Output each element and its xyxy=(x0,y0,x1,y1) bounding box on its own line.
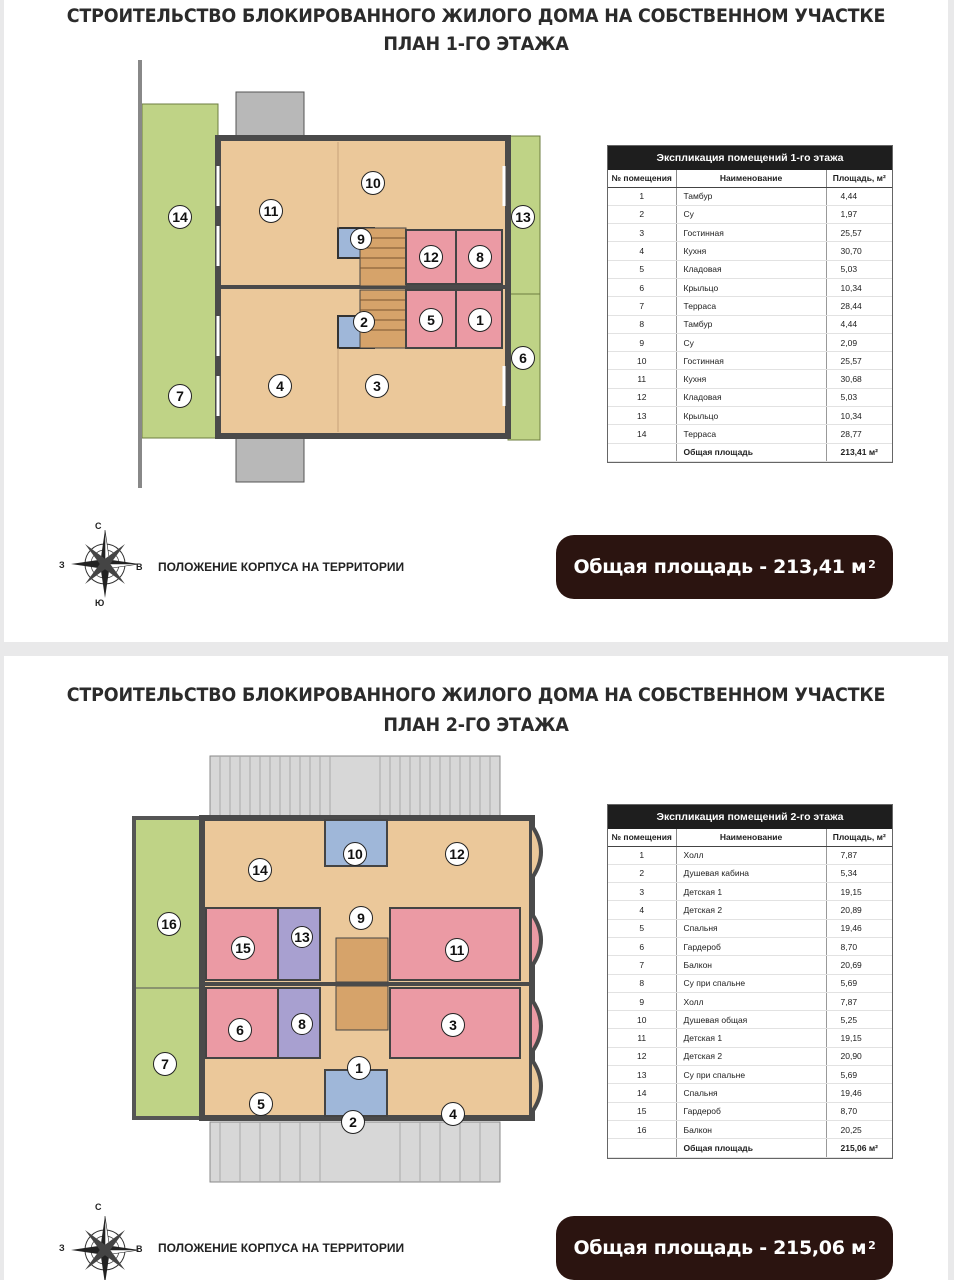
floor1-plan xyxy=(128,56,548,488)
table-row xyxy=(608,370,892,388)
floor2-panel xyxy=(4,656,948,1280)
table-row xyxy=(608,297,892,315)
table-cell-num: 16 xyxy=(608,1120,676,1138)
floor2-room-badge-11: 11 xyxy=(445,938,469,962)
table-cell-area: 2,09 xyxy=(826,333,892,351)
table-row xyxy=(608,242,892,260)
table-cell-name: Кухня xyxy=(676,370,826,388)
floor1-room-badge-5: 5 xyxy=(419,308,443,332)
table-row xyxy=(608,187,892,205)
floor1-room-badge-11: 11 xyxy=(259,199,283,223)
floor2-title-line2: ПЛАН 2-ГО ЭТАЖА xyxy=(383,714,569,736)
table-row xyxy=(608,315,892,333)
table-row xyxy=(608,883,892,901)
compass-east: В xyxy=(136,562,143,572)
table-cell-name: Балкон xyxy=(676,1120,826,1138)
compass-west: З xyxy=(59,560,65,570)
table-cell-area: 19,46 xyxy=(826,1084,892,1102)
table-cell-num: 1 xyxy=(608,846,676,864)
table-cell-area: 30,68 xyxy=(826,370,892,388)
table-cell-name: Гардероб xyxy=(676,1102,826,1120)
table-row xyxy=(608,388,892,406)
table-row xyxy=(608,1047,892,1065)
table-row xyxy=(608,846,892,864)
table-cell-empty xyxy=(608,1139,676,1157)
table-cell-num: 6 xyxy=(608,278,676,296)
table-cell-num: 9 xyxy=(608,333,676,351)
floor1-room-badge-4: 4 xyxy=(268,374,292,398)
table-row xyxy=(608,937,892,955)
table-row xyxy=(608,919,892,937)
compass-caption: ПОЛОЖЕНИЕ КОРПУСА НА ТЕРРИТОРИИ xyxy=(158,560,405,574)
table-cell-num: 3 xyxy=(608,224,676,242)
floor1-room-badge-8: 8 xyxy=(468,245,492,269)
table-cell-name: Кухня xyxy=(676,242,826,260)
table-cell-area: 20,25 xyxy=(826,1120,892,1138)
floor1-room-badge-10: 10 xyxy=(361,171,385,195)
floor1-total-area-pill xyxy=(556,535,893,599)
floor2-room-badge-14: 14 xyxy=(248,858,272,882)
table-cell-area: 19,15 xyxy=(826,1029,892,1047)
table-cell-area: 20,89 xyxy=(826,901,892,919)
table-cell-name: Балкон xyxy=(676,956,826,974)
table-cell-area: 4,44 xyxy=(826,315,892,333)
table-row xyxy=(608,974,892,992)
table-cell-name: Детская 2 xyxy=(676,1047,826,1065)
floor1-title-line1: СТРОИТЕЛЬСТВО БЛОКИРОВАННОГО ЖИЛОГО ДОМА НА СОБСТВЕННОМ УЧАСТКЕ xyxy=(66,5,886,27)
table-row xyxy=(608,407,892,425)
table-cell-area: 5,69 xyxy=(826,1066,892,1084)
table-cell-area: 4,44 xyxy=(826,187,892,205)
floor2-room-badge-10: 10 xyxy=(343,842,367,866)
table-cell-name: Детская 1 xyxy=(676,883,826,901)
floor2-room-badge-2: 2 xyxy=(341,1110,365,1134)
floor1-table-title: Экспликация помещений 1-го этажа xyxy=(608,146,892,170)
col-num-header: № помещения xyxy=(608,170,676,187)
col-name-header: Наименование xyxy=(676,170,826,187)
table-cell-name: Детская 2 xyxy=(676,901,826,919)
table-row xyxy=(608,333,892,351)
floor2-title-line1: СТРОИТЕЛЬСТВО БЛОКИРОВАННОГО ЖИЛОГО ДОМА НА СОБСТВЕННОМ УЧАСТКЕ xyxy=(66,684,886,706)
col-name-header: Наименование xyxy=(676,829,826,846)
table-cell-num: 14 xyxy=(608,425,676,443)
table-row xyxy=(608,1011,892,1029)
table-cell-num: 4 xyxy=(608,901,676,919)
table-cell-area: 5,25 xyxy=(826,1011,892,1029)
floor2-total-area-pill xyxy=(556,1216,893,1280)
table-cell-num: 15 xyxy=(608,1102,676,1120)
compass-rose-icon xyxy=(60,1204,150,1280)
table-row xyxy=(608,992,892,1010)
table-cell-area: 20,90 xyxy=(826,1047,892,1065)
table-cell-num: 8 xyxy=(608,315,676,333)
table-row xyxy=(608,352,892,370)
table-cell-area: 8,70 xyxy=(826,1102,892,1120)
table-cell-area: 28,44 xyxy=(826,297,892,315)
table-row xyxy=(608,205,892,223)
table-cell-name: Су xyxy=(676,205,826,223)
table-cell-num: 4 xyxy=(608,242,676,260)
table-cell-name: Гостинная xyxy=(676,352,826,370)
table-cell-area: 1,97 xyxy=(826,205,892,223)
table-cell-num: 13 xyxy=(608,1066,676,1084)
table-row xyxy=(608,1084,892,1102)
floor2-room-badge-12: 12 xyxy=(445,842,469,866)
table-cell-num: 7 xyxy=(608,297,676,315)
table-cell-area: 28,77 xyxy=(826,425,892,443)
table-cell-name: Су при спальне xyxy=(676,974,826,992)
table-cell-num: 13 xyxy=(608,407,676,425)
table-cell-name: Терраса xyxy=(676,425,826,443)
table-cell-num: 2 xyxy=(608,864,676,882)
table-cell-name: Тамбур xyxy=(676,187,826,205)
table-cell-name: Холл xyxy=(676,846,826,864)
table-cell-num: 5 xyxy=(608,919,676,937)
table-cell-num: 9 xyxy=(608,992,676,1010)
table-cell-name: Кладовая xyxy=(676,260,826,278)
table-cell-num: 12 xyxy=(608,1047,676,1065)
floor1-room-badge-7: 7 xyxy=(168,384,192,408)
floor2-room-badge-13: 13 xyxy=(291,926,313,948)
floor2-room-badge-3: 3 xyxy=(441,1013,465,1037)
floor2-room-badge-6: 6 xyxy=(228,1018,252,1042)
table-cell-name: Спальня xyxy=(676,919,826,937)
table-cell-name: Тамбур xyxy=(676,315,826,333)
table-row xyxy=(608,425,892,443)
floor1-total-area-sup: 2 xyxy=(868,557,876,571)
floor1-room-badge-6: 6 xyxy=(511,346,535,370)
floor2-room-badge-8: 8 xyxy=(291,1013,313,1035)
table-cell-num: 12 xyxy=(608,388,676,406)
table-cell-empty xyxy=(608,443,676,461)
table-cell-num: 3 xyxy=(608,883,676,901)
floor2-room-badge-9: 9 xyxy=(349,906,373,930)
floor1-room-badge-9: 9 xyxy=(350,228,372,250)
table-row xyxy=(608,278,892,296)
table-cell-area: 20,69 xyxy=(826,956,892,974)
table-cell-num: 8 xyxy=(608,974,676,992)
table-total-row xyxy=(608,443,892,461)
table-cell-num: 2 xyxy=(608,205,676,223)
table-cell-name: Крыльцо xyxy=(676,278,826,296)
col-area-header: Площадь, м² xyxy=(826,829,892,846)
table-cell-area: 5,69 xyxy=(826,974,892,992)
floor2-total-area-text: Общая площадь - 215,06 м xyxy=(573,1237,867,1259)
floor1-total-area-text: Общая площадь - 213,41 м xyxy=(573,556,867,578)
table-cell-name: Спальня xyxy=(676,1084,826,1102)
floor2-room-badge-7: 7 xyxy=(153,1052,177,1076)
table-cell-area: 19,46 xyxy=(826,919,892,937)
floor2-room-badge-15: 15 xyxy=(231,936,255,960)
floor2-plan xyxy=(120,754,554,1184)
table-cell-area: 5,03 xyxy=(826,260,892,278)
table-cell-name: Крыльцо xyxy=(676,407,826,425)
compass-north: С xyxy=(95,521,102,531)
table-row xyxy=(608,864,892,882)
table-cell-name: Су xyxy=(676,333,826,351)
table-row xyxy=(608,1102,892,1120)
table-cell-name: Су при спальне xyxy=(676,1066,826,1084)
compass-caption: ПОЛОЖЕНИЕ КОРПУСА НА ТЕРРИТОРИИ xyxy=(158,1241,405,1255)
table-cell-name: Гардероб xyxy=(676,937,826,955)
floor2-room-badge-4: 4 xyxy=(441,1102,465,1126)
floor1-room-badge-12: 12 xyxy=(419,245,443,269)
compass-north: С xyxy=(95,1202,102,1212)
floor1-room-badge-14: 14 xyxy=(168,205,192,229)
floor1-room-badge-3: 3 xyxy=(365,374,389,398)
table-row xyxy=(608,956,892,974)
floor1-room-badge-2: 2 xyxy=(353,311,375,333)
table-cell-name: Душевая кабина xyxy=(676,864,826,882)
floor1-title-line2: ПЛАН 1-ГО ЭТАЖА xyxy=(383,33,569,55)
table-row xyxy=(608,901,892,919)
table-cell-num: 5 xyxy=(608,260,676,278)
compass-west: З xyxy=(59,1243,65,1253)
floor1-room-badge-1: 1 xyxy=(468,308,492,332)
table-row xyxy=(608,260,892,278)
table-cell-area: 25,57 xyxy=(826,352,892,370)
table-cell-area: 7,87 xyxy=(826,992,892,1010)
table-row xyxy=(608,1066,892,1084)
table-cell-area: 5,34 xyxy=(826,864,892,882)
table-total-row xyxy=(608,1139,892,1157)
table-cell-num: 6 xyxy=(608,937,676,955)
table-row xyxy=(608,1120,892,1138)
compass-south: Ю xyxy=(95,598,105,608)
table-cell-name: Гостинная xyxy=(676,224,826,242)
table-cell-name: Кладовая xyxy=(676,388,826,406)
floor2-total-area-sup: 2 xyxy=(868,1238,876,1252)
table-total-value: 213,41 м² xyxy=(826,443,892,461)
table-cell-area: 7,87 xyxy=(826,846,892,864)
table-cell-name: Холл xyxy=(676,992,826,1010)
floor2-room-badge-16: 16 xyxy=(157,912,181,936)
floor2-room-badge-1: 1 xyxy=(347,1056,371,1080)
table-total-label: Общая площадь xyxy=(676,443,826,461)
table-row xyxy=(608,224,892,242)
floor1-panel xyxy=(4,0,948,642)
table-cell-area: 10,34 xyxy=(826,407,892,425)
table-row xyxy=(608,1029,892,1047)
table-cell-name: Терраса xyxy=(676,297,826,315)
col-num-header: № помещения xyxy=(608,829,676,846)
table-cell-area: 30,70 xyxy=(826,242,892,260)
floor1-explication-table xyxy=(607,145,893,463)
table-cell-num: 11 xyxy=(608,370,676,388)
compass-east: В xyxy=(136,1244,143,1254)
floor1-room-badge-13: 13 xyxy=(511,205,535,229)
table-cell-num: 11 xyxy=(608,1029,676,1047)
table-cell-area: 8,70 xyxy=(826,937,892,955)
table-cell-num: 7 xyxy=(608,956,676,974)
col-area-header: Площадь, м² xyxy=(826,170,892,187)
floor2-explication-table xyxy=(607,804,893,1159)
table-total-label: Общая площадь xyxy=(676,1139,826,1157)
table-cell-num: 1 xyxy=(608,187,676,205)
table-cell-area: 25,57 xyxy=(826,224,892,242)
table-cell-name: Детская 1 xyxy=(676,1029,826,1047)
table-cell-num: 10 xyxy=(608,352,676,370)
floor2-table-title: Экспликация помещений 2-го этажа xyxy=(608,805,892,829)
table-cell-area: 10,34 xyxy=(826,278,892,296)
floor2-room-badge-5: 5 xyxy=(249,1092,273,1116)
table-cell-name: Душевая общая xyxy=(676,1011,826,1029)
table-cell-num: 14 xyxy=(608,1084,676,1102)
table-cell-area: 5,03 xyxy=(826,388,892,406)
table-total-value: 215,06 м² xyxy=(826,1139,892,1157)
table-cell-num: 10 xyxy=(608,1011,676,1029)
table-cell-area: 19,15 xyxy=(826,883,892,901)
